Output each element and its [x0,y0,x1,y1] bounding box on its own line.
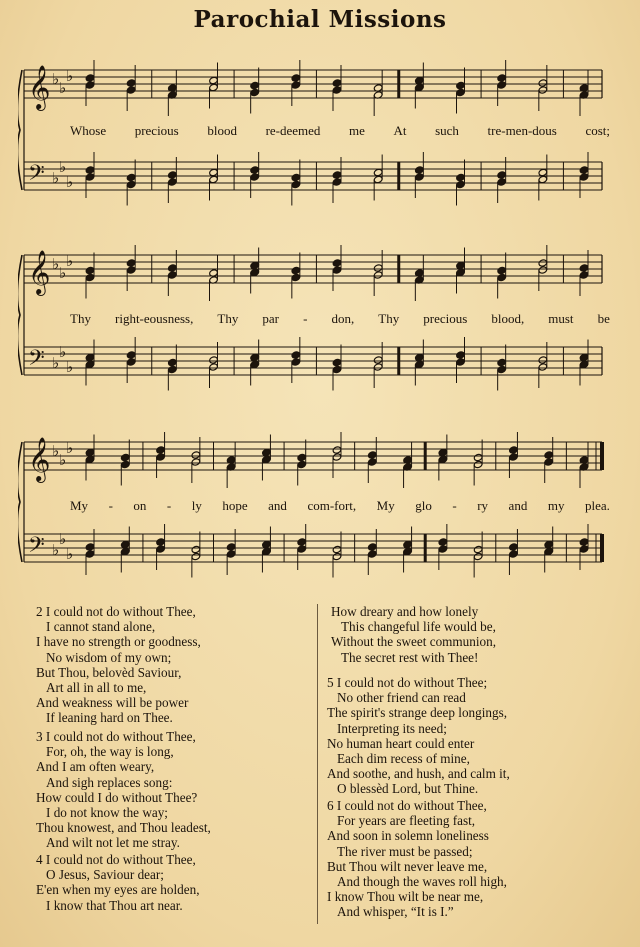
lyric-word: glo [415,498,432,513]
lyric-word: on [133,498,147,513]
stanza-6 [327,798,507,920]
flat-icon: ♭ [59,266,67,282]
lyric-word: precious [423,311,468,326]
treble-clef-icon: 𝄞 [28,437,51,481]
flat-icon: ♭ [52,171,60,187]
lyric-word: My [70,498,89,513]
lyric-word: My [376,498,395,513]
stanza-line: But Thou wilt never leave me, [327,858,488,874]
stanza-line: Interpreting its need; [337,720,447,736]
lyric-word: cost; [585,123,610,138]
stanza-line: E'en when my eyes are holden, [36,882,200,898]
lyric-word: and [268,498,287,513]
flat-icon: ♭ [52,356,60,372]
lyric-word: ry [477,498,489,513]
lyric-word: - [108,498,113,513]
lyric-word: right-eousness, [115,311,194,326]
stanza-line: No other friend can read [337,690,466,706]
stanza-line: And wilt not let me stray. [46,835,180,851]
lyric-word: hope [222,498,248,513]
stanza-4 [36,852,200,913]
bass-clef-icon: 𝄢 [28,533,45,563]
lyric-word: my [547,498,565,513]
lyric-word: blood, [491,311,525,326]
flat-icon: ♭ [52,257,60,273]
stanza-line: 4 I could not do without Thee, [36,852,196,867]
treble-clef-icon: 𝄞 [28,65,51,109]
stanza-line: But Thou, belovèd Saviour, [36,664,182,680]
stanza-line: Each dim recess of mine, [337,751,470,767]
lyric-word: me [349,123,365,138]
stanza-line: I know Thou wilt be near me, [327,889,484,905]
stanza-line: And soon in solemn loneliness [327,828,489,844]
stanza-5 [327,675,510,797]
stanza-line: I do not know the way; [46,805,168,821]
stanza-line: O Jesus, Saviour dear; [46,867,164,883]
stanza-line: For, oh, the way is long, [46,744,174,760]
lyric-word: blood [207,123,237,138]
stanza-line: No wisdom of my own; [46,649,172,665]
stanza-line: I cannot stand alone, [46,619,156,635]
stanza-line: And whisper, “It is I.” [337,904,454,920]
lyric-word: plea. [584,498,610,513]
flat-icon: ♭ [59,453,67,469]
lyric-word: Whose [70,123,107,138]
lyric-word: - [452,498,457,513]
flat-icon: ♭ [59,81,67,97]
flat-icon: ♭ [66,254,74,270]
stanza-line: 2 I could not do without Thee, [36,604,196,619]
stanza-line: The spirit's strange deep longings, [327,705,508,721]
stanza-line: And sigh replaces song: [46,774,173,790]
flat-icon: ♭ [66,360,74,376]
stanza-line: The secret rest with Thee! [341,649,479,665]
lyric-word: - [166,498,172,513]
lyric-word: Thy [70,311,91,326]
flat-icon: ♭ [52,444,60,460]
flat-icon: ♭ [66,175,74,191]
stanza-line: 3 I could not do without Thee, [36,729,196,744]
brace [18,70,22,190]
stanza-line: Without the sweet communion, [331,634,497,650]
lyric-line-2 [70,311,610,327]
lyric-word: precious [134,123,179,138]
bass-clef-icon: 𝄢 [28,346,45,376]
flat-icon: ♭ [52,543,60,559]
lyric-word: com-fort, [307,498,357,513]
brace [18,255,22,375]
stanza-line: The river must be passed; [337,843,473,859]
stanza-line: I have no strength or goodness, [36,634,201,650]
stanza-line: I know that Thou art near. [46,897,183,913]
stanza-line: 6 I could not do without Thee, [327,798,487,813]
lyric-word: At [393,123,407,138]
lyric-word: re-deemed [265,123,321,138]
flat-icon: ♭ [59,532,67,548]
stanza-line: And though the waves roll high, [337,874,507,890]
stanza-line: Thou knowest, and Thou leadest, [36,820,211,836]
lyric-word: par [262,311,280,326]
stanza-line: And I am often weary, [36,759,155,775]
stanza-line: 5 I could not do without Thee; [327,675,488,690]
flat-icon: ♭ [66,441,74,457]
flat-icon: ♭ [52,72,60,88]
lyric-word: be [597,311,610,326]
lyric-word: tre-men-dous [487,123,557,138]
lyric-word: don, [331,311,355,326]
stanza-line: No human heart could enter [327,735,475,751]
lyric-word: - [303,311,308,326]
stanza-line: How dreary and how lonely [331,604,479,619]
stanza-4-continued [331,604,496,665]
bass-clef-icon: 𝄢 [28,161,45,191]
stanza-line: How could I do without Thee? [36,789,198,805]
stanza-line: For years are fleeting fast, [337,813,476,829]
flat-icon: ♭ [66,547,74,563]
lyric-word: Thy [378,311,400,326]
lyric-line-3 [70,498,610,514]
stanza-line: This changeful life would be, [341,619,496,635]
stanza-3 [36,729,211,851]
stanza-line: And soothe, and hush, and calm it, [327,766,510,782]
stanza-line: If leaning hard on Thee. [46,710,173,726]
lyric-word: must [548,311,574,326]
lyric-word: Thy [217,311,239,326]
lyric-word: ly [191,498,202,513]
brace [18,442,22,562]
flat-icon: ♭ [66,69,74,85]
stanza-line: O blessèd Lord, but Thine. [337,781,479,797]
stanza-2 [36,604,201,726]
lyric-line-1 [70,123,610,139]
lyric-word: and [508,498,528,513]
treble-clef-icon: 𝄞 [28,250,51,294]
column-divider [317,604,318,924]
flat-icon: ♭ [59,345,67,361]
stanza-line: And weakness will be power [36,695,189,711]
flat-icon: ♭ [59,160,67,176]
lyric-word: such [435,123,459,138]
stanza-line: Art all in all to me, [46,680,147,696]
hymn-title: Parochial Missions [193,6,447,33]
